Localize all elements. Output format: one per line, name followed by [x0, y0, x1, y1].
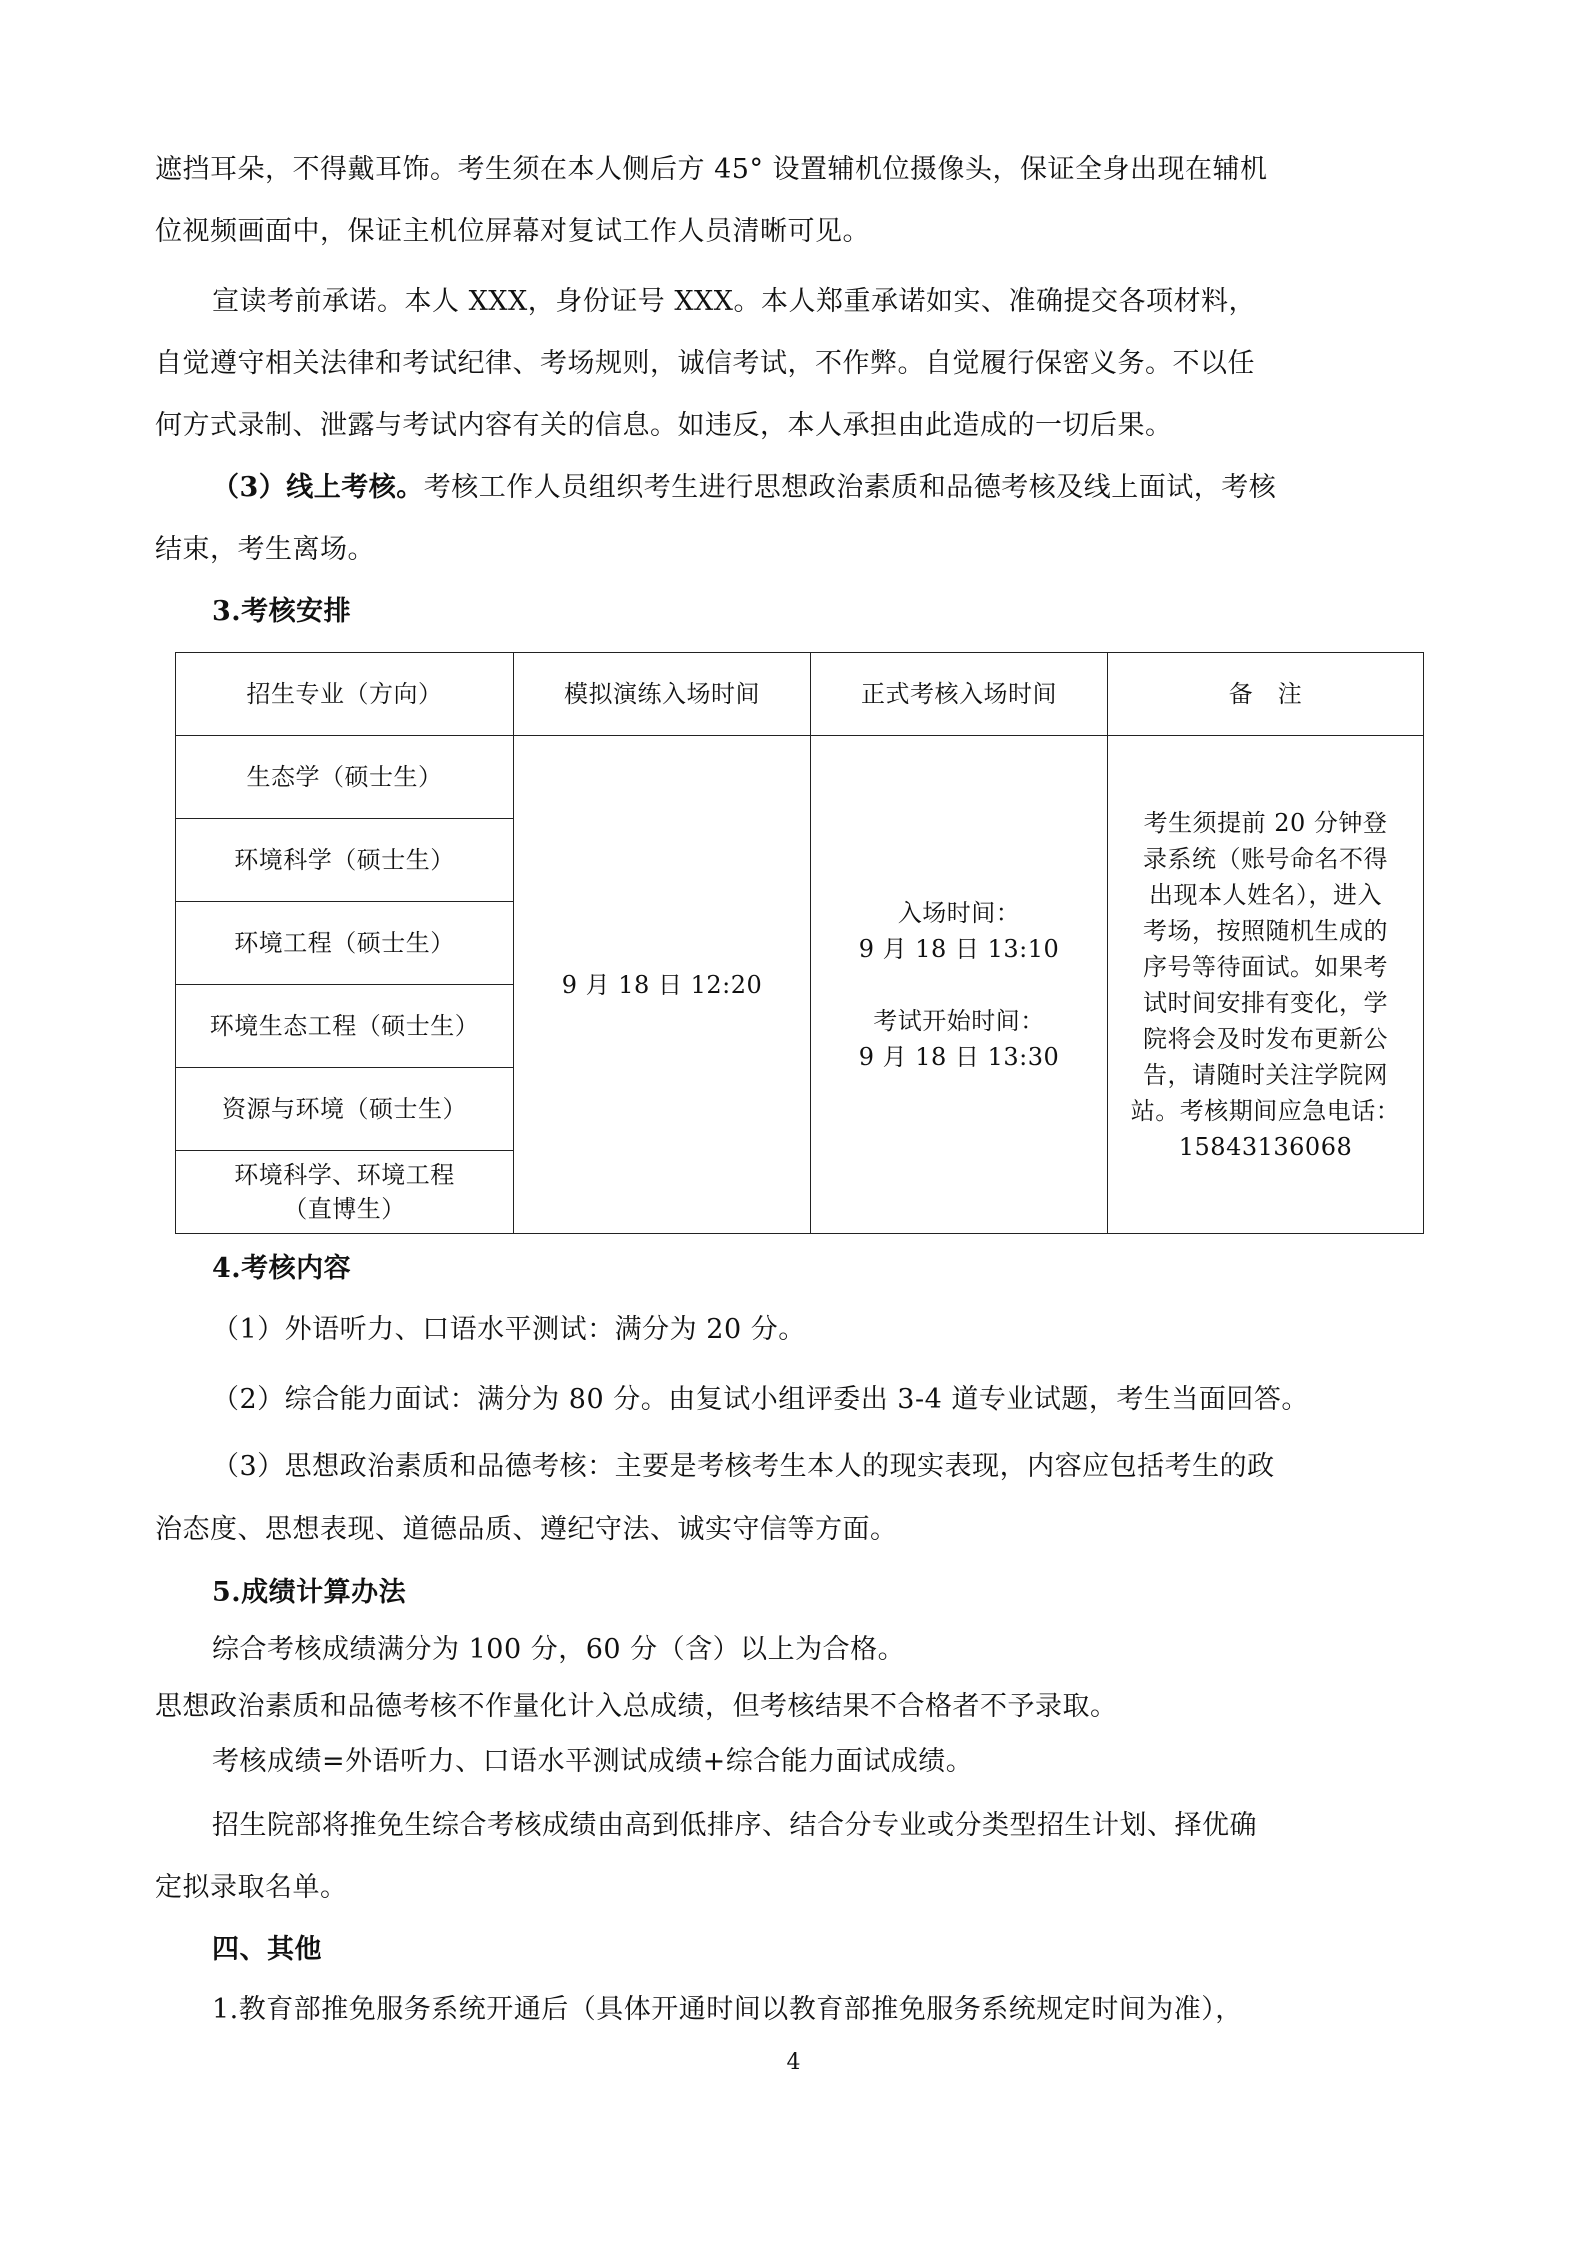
paragraph-line: 遮挡耳朵，不得戴耳饰。考生须在本人侧后方 45° 设置辅机位摄像头，保证全身出现在辅机: [155, 154, 1268, 185]
section-heading: 四、其他: [212, 1934, 322, 1965]
note-line: 考生须提前 20 分钟登: [1143, 808, 1388, 837]
paragraph-line: （1）外语听力、口语水平测试：满分为 20 分。: [212, 1314, 806, 1345]
table-header-cell: 备 注: [1108, 653, 1424, 736]
paragraph-line: 考核成绩=外语听力、口语水平测试成绩+综合能力面试成绩。: [212, 1746, 974, 1777]
table-header-cell: 正式考核入场时间: [811, 653, 1108, 736]
major-cell: 环境生态工程（硕士生）: [176, 985, 514, 1068]
table-header-cell: 招生专业（方向）: [176, 653, 514, 736]
major-cell: 环境科学（硕士生）: [176, 819, 514, 902]
major-cell-line: （直博生）: [283, 1195, 406, 1223]
page-number: 4: [786, 2050, 801, 2075]
formal-start-label: 考试开始时间：: [873, 1006, 1045, 1035]
major-cell: [176, 1151, 514, 1234]
paragraph-line: 宣读考前承诺。本人 XXX，身份证号 XXX。本人郑重承诺如实、准确提交各项材料，: [212, 286, 1256, 317]
note-line: 序号等待面试。如果考: [1143, 952, 1388, 981]
schedule-table: [175, 652, 1424, 1234]
major-cell: 生态学（硕士生）: [176, 736, 514, 819]
section-heading: 5.成绩计算办法: [212, 1577, 407, 1608]
note-phone: 15843136068: [1178, 1132, 1353, 1161]
paragraph-line: 定拟录取名单。: [155, 1872, 348, 1903]
paragraph-line: 1.教育部推免服务系统开通后（具体开通时间以教育部推免服务系统规定时间为准），: [212, 1994, 1243, 2025]
note-line: 录系统（账号命名不得: [1143, 844, 1388, 873]
formal-start-time: 9 月 18 日 13:30: [858, 1042, 1060, 1071]
table-header-row: [176, 653, 1424, 736]
paragraph-line: （3）思想政治素质和品德考核：主要是考核考生本人的现实表现，内容应包括考生的政: [212, 1451, 1275, 1482]
paragraph-line: 思想政治素质和品德考核不作量化计入总成绩，但考核结果不合格者不予录取。: [155, 1691, 1118, 1722]
note-line: 考场，按照随机生成的: [1143, 916, 1388, 945]
paragraph-line: [212, 468, 1502, 508]
note-line: 告，请随时关注学院网: [1143, 1060, 1388, 1089]
formal-time-cell: [811, 736, 1108, 1234]
formal-entry-time: 9 月 18 日 13:10: [858, 934, 1060, 963]
table-header-cell: 模拟演练入场时间: [514, 653, 811, 736]
paragraph-line: 自觉遵守相关法律和考试纪律、考场规则，诚信考试，不作弊。自觉履行保密义务。不以任: [155, 348, 1255, 379]
paragraph-text: 考核工作人员组织考生进行思想政治素质和品德考核及线上面试，考核: [423, 472, 1277, 503]
note-line: 试时间安排有变化，学: [1143, 988, 1388, 1017]
major-cell: 资源与环境（硕士生）: [176, 1068, 514, 1151]
major-cell-line: 环境科学、环境工程: [234, 1161, 455, 1189]
note-cell: [1108, 736, 1424, 1234]
paragraph-line: 何方式录制、泄露与考试内容有关的信息。如违反，本人承担由此造成的一切后果。: [155, 410, 1173, 441]
paragraph-line: 结束，考生离场。: [155, 534, 375, 565]
note-line: 出现本人姓名），进入: [1149, 880, 1382, 909]
formal-entry-label: 入场时间：: [897, 898, 1021, 927]
paragraph-line: 治态度、思想表现、道德品质、遵纪守法、诚实守信等方面。: [155, 1514, 898, 1545]
section-heading: 4.考核内容: [212, 1253, 352, 1284]
mock-time-cell: 9 月 18 日 12:20: [514, 736, 811, 1234]
section-heading: 3.考核安排: [212, 596, 352, 627]
paragraph-line: 位视频画面中，保证主机位屏幕对复试工作人员清晰可见。: [155, 216, 870, 247]
subsection-title: （3）线上考核。: [212, 472, 424, 503]
note-line: 站。考核期间应急电话：: [1130, 1096, 1401, 1125]
paragraph-line: 招生院部将推免生综合考核成绩由高到低排序、结合分专业或分类型招生计划、择优确: [212, 1810, 1257, 1841]
paragraph-line: （2）综合能力面试：满分为 80 分。由复试小组评委出 3-4 道专业试题，考生当面回答。: [212, 1384, 1309, 1415]
paragraph-line: 综合考核成绩满分为 100 分，60 分（含）以上为合格。: [212, 1634, 906, 1665]
major-cell: 环境工程（硕士生）: [176, 902, 514, 985]
table-row: [176, 736, 1424, 819]
note-line: 院将会及时发布更新公: [1143, 1024, 1388, 1053]
